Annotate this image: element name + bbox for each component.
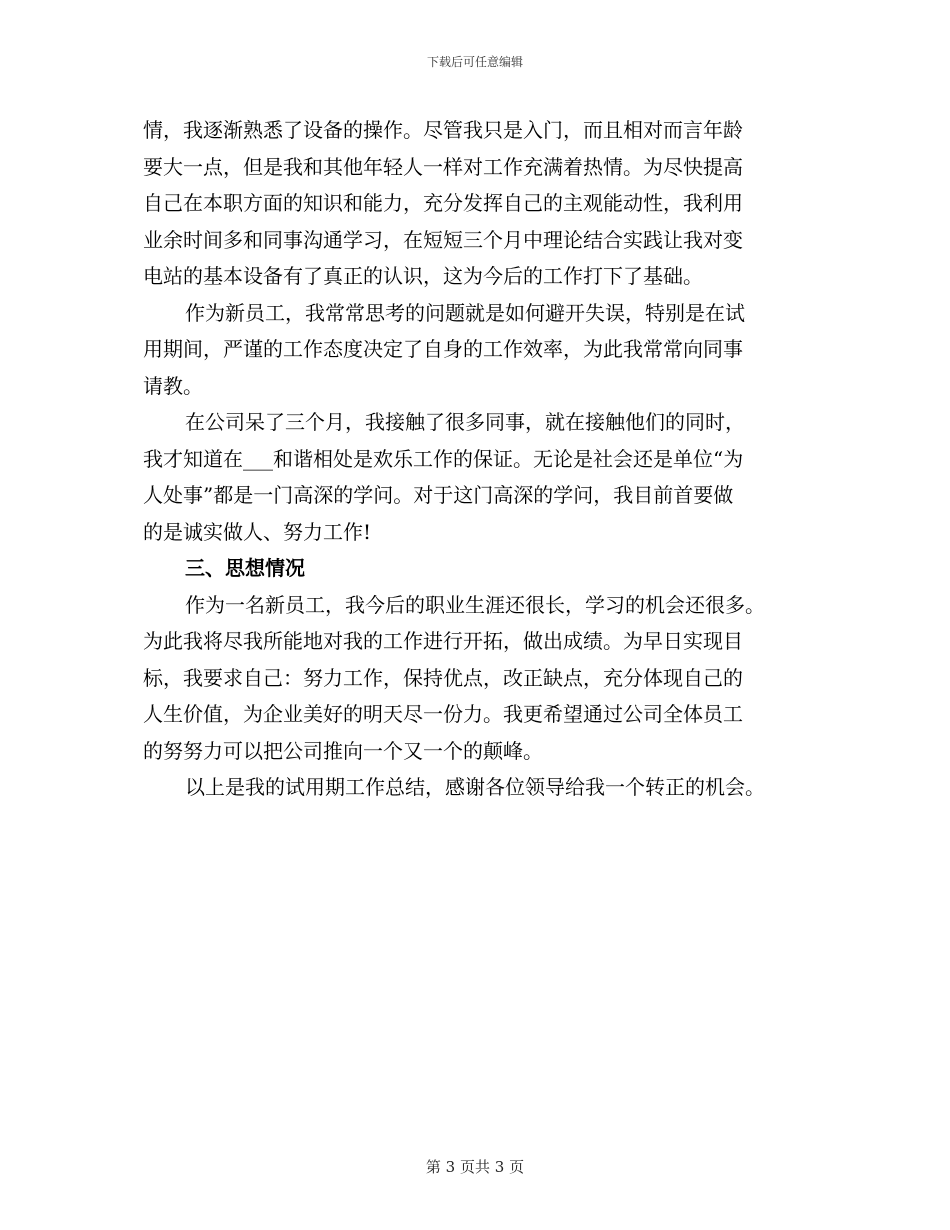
body-line: 的努努力可以把公司推向一个又一个的颠峰。 — [143, 738, 543, 763]
body-line: 人生价值，为企业美好的明天尽一份力。我更希望通过公司全体员工 — [143, 702, 743, 726]
body-line: 为此我将尽我所能地对我的工作进行开拓，做出成绩。为早日实现目 — [143, 629, 743, 653]
paragraph-start-line: 作为一名新员工，我今后的职业生涯还很长，学习的机会还很多。 — [185, 592, 765, 617]
body-line: 标，我要求自己：努力工作，保持优点，改正缺点，充分体现自己的 — [143, 665, 743, 690]
body-line: 自己在本职方面的知识和能力，充分发挥自己的主观能动性，我利用 — [143, 191, 743, 215]
body-line: 的是诚实做人、努力工作! — [143, 519, 372, 544]
paragraph-start-line: 以上是我的试用期工作总结，感谢各位领导给我一个转正的机会。 — [185, 775, 765, 799]
paragraph-start-line: 在公司呆了三个月，我接触了很多同事，就在接触他们的同时， — [185, 410, 745, 434]
body-line: 要大一点，但是我和其他年轻人一样对工作充满着热情。为尽快提高 — [143, 154, 743, 179]
body-line: 请教。 — [143, 373, 203, 398]
body-line: 电站的基本设备有了真正的认识，这为今后的工作打下了基础。 — [143, 264, 703, 288]
body-line: 业余时间多和同事沟通学习，在短短三个月中理论结合实践让我对变 — [143, 227, 743, 252]
paragraph-start-line: 作为新员工，我常常思考的问题就是如何避开失误，特别是在试 — [185, 300, 745, 325]
body-line: 人处事”都是一门高深的学问。对于这门高深的学问，我目前首要做 — [143, 483, 734, 507]
body-line: 我才知道在___和谐相处是欢乐工作的保证。无论是社会还是单位“为 — [143, 446, 744, 471]
section-heading: 三、思想情况 — [185, 556, 305, 580]
body-line: 用期间，严谨的工作态度决定了自身的工作效率，为此我常常向同事 — [143, 337, 743, 361]
document-body — [143, 112, 823, 806]
page-footer: 第 3 页共 3 页 — [425, 1158, 525, 1176]
body-line: 情，我逐渐熟悉了设备的操作。尽管我只是入门，而且相对而言年龄 — [143, 118, 743, 142]
page-header: 下载后可任意编辑 — [426, 55, 523, 69]
